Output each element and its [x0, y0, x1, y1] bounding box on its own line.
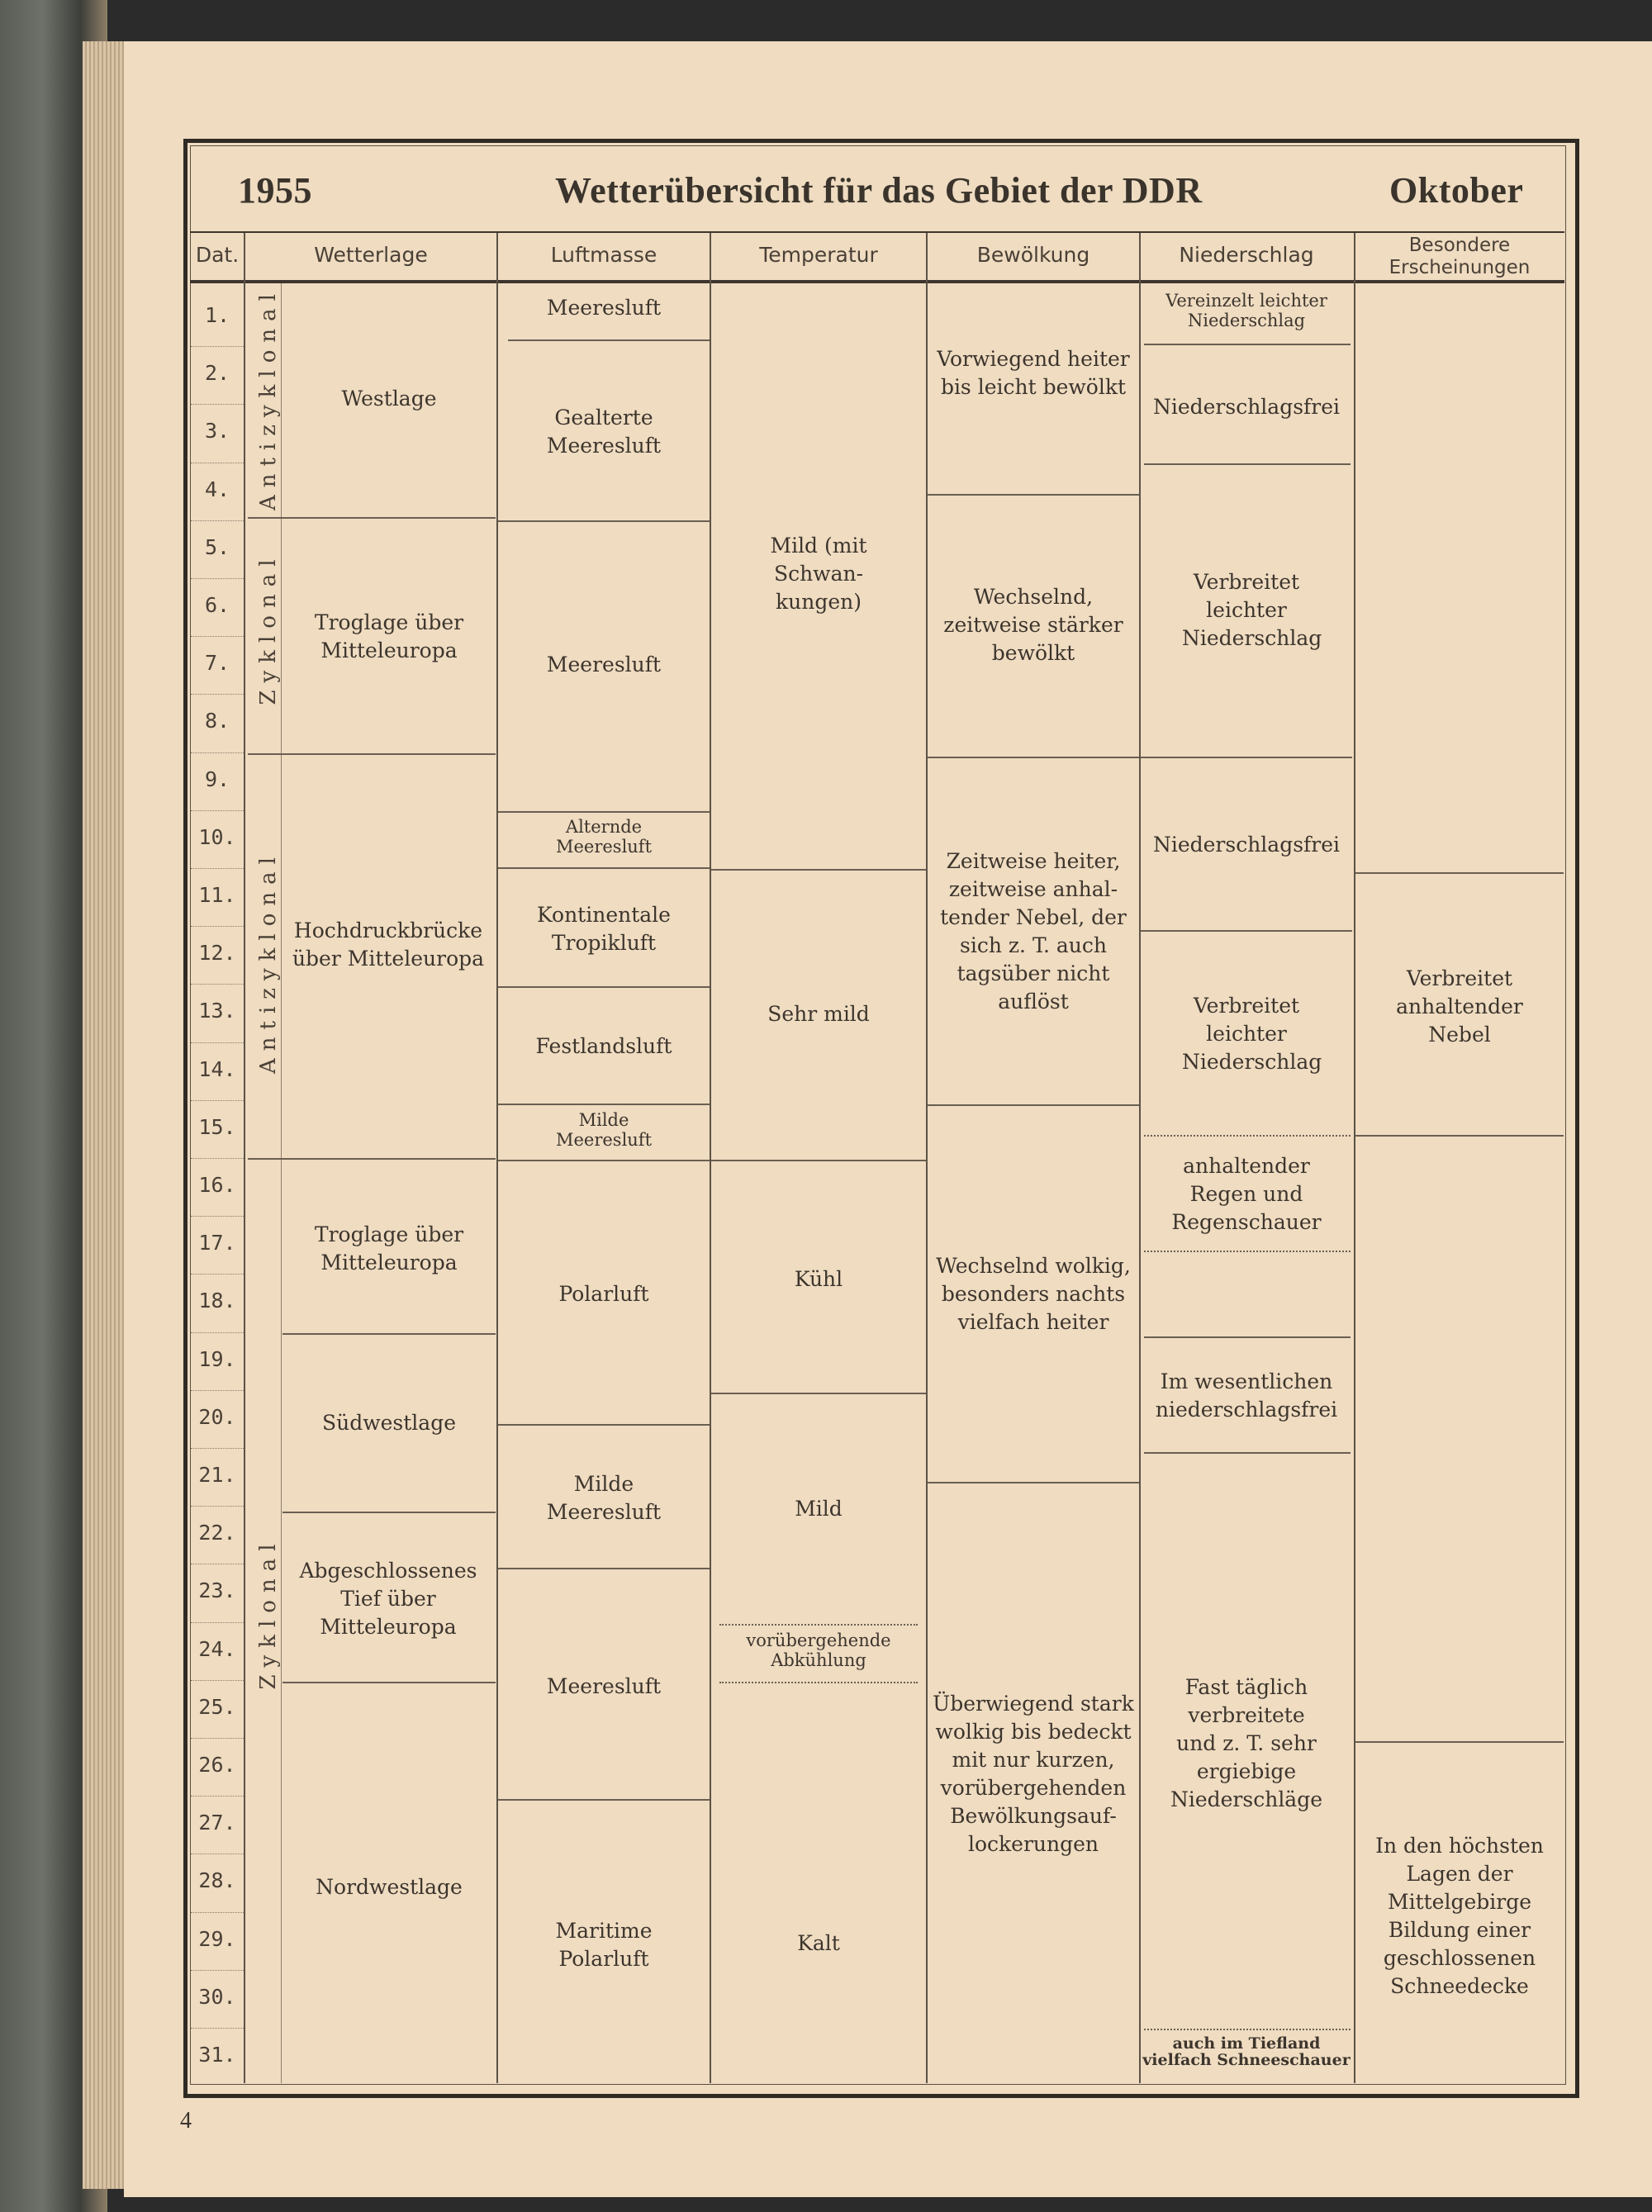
temperatur-1: Mild (mit Schwan- kungen): [770, 534, 867, 614]
bew-sep-4: [928, 1482, 1139, 1483]
luftmasse-4: Alternde Meeresluft: [555, 817, 653, 857]
date-cell: 28.: [198, 1868, 236, 1893]
lm-sep-6: [498, 1104, 710, 1105]
luftmasse-8: Polarluft: [558, 1282, 649, 1306]
lm-sep-10: [498, 1799, 710, 1801]
date-cell: 19.: [198, 1346, 236, 1371]
wl-sep-1: [248, 517, 496, 519]
bew-sep-3: [928, 1104, 1139, 1106]
date-cell: 15.: [198, 1114, 236, 1139]
date-cell: 17.: [198, 1231, 236, 1256]
niederschlag-6: anhaltender Regen und Regenschauer: [1171, 1154, 1322, 1234]
niederschlag-5: Verbreitet leichter Niederschlag: [1182, 994, 1322, 1074]
col-header-bewoelkung: Bewölkung: [976, 243, 1090, 267]
bew-sep-1: [928, 494, 1139, 496]
date-row-separator: [191, 520, 244, 522]
date-row-separator: [191, 1506, 244, 1507]
date-cell: 7.: [204, 651, 230, 676]
date-row-separator: [191, 1796, 244, 1797]
date-cell: 20.: [198, 1404, 236, 1429]
date-cell: 9.: [204, 767, 230, 791]
temperatur-2: Sehr mild: [767, 1002, 870, 1026]
lm-sep-9: [498, 1568, 710, 1569]
date-cell: 26.: [198, 1753, 236, 1777]
nied-sep-8: [1144, 1452, 1351, 1454]
luftmasse-6: Festlandsluft: [535, 1034, 672, 1058]
date-row-separator: [191, 1100, 244, 1102]
wetterlage-1: Westlage: [341, 387, 437, 411]
niederschlag-9: auch im Tiefland vielfach Schneeschauer: [1142, 2034, 1351, 2069]
date-cell: 5.: [204, 534, 230, 559]
date-cell: 3.: [204, 419, 230, 444]
wetterlage-6: Abgeschlossenes Tief über Mitteleuropa: [299, 1559, 477, 1639]
wetterlage-4: Troglage über Mitteleuropa: [314, 1222, 464, 1275]
col-header-besondere: Besondere Erscheinungen: [1389, 235, 1531, 278]
temperatur-5: vorübergehende Abkühlung: [746, 1631, 891, 1670]
date-cell: 1.: [204, 303, 230, 327]
date-row-separator: [191, 1622, 244, 1624]
date-cell: 25.: [198, 1694, 236, 1719]
col-line-5: [1139, 233, 1141, 2083]
date-row-separator: [191, 1564, 244, 1565]
wl-sep-6: [282, 1682, 496, 1683]
col-header-temperatur: Temperatur: [759, 243, 878, 267]
date-row-separator: [191, 636, 244, 638]
date-cell: 8.: [204, 709, 230, 733]
nied-sep-5: [1144, 1135, 1351, 1137]
bes-sep-1: [1355, 872, 1564, 874]
date-cell: 16.: [198, 1173, 236, 1197]
date-row-separator: [191, 1970, 244, 1972]
wetterlage-2: Troglage über Mitteleuropa: [314, 610, 464, 662]
date-row-separator: [191, 463, 244, 464]
luftmasse-10: Meeresluft: [546, 1674, 662, 1698]
date-row-separator: [191, 1738, 244, 1740]
date-row-separator: [191, 694, 244, 695]
niederschlag-1: Vereinzelt leichter Niederschlag: [1165, 291, 1327, 330]
wetterlage-7: Nordwestlage: [316, 1875, 463, 1899]
date-row-separator: [191, 984, 244, 985]
luftmasse-2: Gealterte Meeresluft: [546, 406, 662, 458]
date-cell: 22.: [198, 1521, 236, 1545]
nied-sep-1: [1144, 344, 1351, 345]
date-row-separator: [191, 404, 244, 406]
bewoelkung-2: Wechselnd, zeitweise stärker bewölkt: [943, 585, 1123, 665]
date-row-separator: [191, 578, 244, 580]
date-row-separator: [191, 810, 244, 812]
wl-sep-3: [248, 1158, 496, 1160]
date-row-separator: [191, 1390, 244, 1392]
temperatur-6: Kalt: [797, 1931, 840, 1955]
date-cell: 21.: [198, 1463, 236, 1487]
date-row-separator: [191, 1680, 244, 1682]
date-cell: 30.: [198, 1984, 236, 2009]
date-row-separator: [191, 926, 244, 928]
lm-sep-1: [508, 339, 710, 341]
col-line-6: [1354, 233, 1355, 2083]
bewoelkung-3: Zeitweise heiter, zeitweise anhal- tender Nebel, der sich z. T. auch tagsüber nicht auflöst: [940, 849, 1127, 1013]
month: Oktober: [1389, 170, 1524, 211]
wl-sep-4: [282, 1333, 496, 1335]
lm-sep-5: [498, 986, 710, 988]
date-cell: 13.: [198, 999, 236, 1023]
nied-sep-4: [1141, 930, 1352, 932]
besondere-2: In den höchsten Lagen der Mittelgebirge Bildung einer geschlossenen Schneedecke: [1375, 1834, 1544, 1998]
luftmasse-3: Meeresluft: [546, 653, 662, 676]
luftmasse-7: Milde Meeresluft: [555, 1110, 653, 1150]
circulation-line: [281, 283, 282, 2083]
wetterlage-3: Hochdruckbrücke über Mitteleuropa: [292, 919, 485, 971]
date-cell: 12.: [198, 941, 236, 966]
date-cell: 6.: [204, 593, 230, 617]
besondere-1: Verbreitet anhaltender Nebel: [1396, 966, 1523, 1047]
luftmasse-1: Meeresluft: [546, 296, 662, 320]
nied-sep-7: [1144, 1336, 1351, 1338]
wl-sep-5: [282, 1512, 496, 1513]
date-row-separator: [191, 1216, 244, 1218]
lm-sep-4: [498, 867, 710, 869]
col-line-3: [710, 233, 711, 2083]
niederschlag-7: Im wesentlichen niederschlagsfrei: [1155, 1369, 1338, 1422]
date-cell: 27.: [198, 1811, 236, 1835]
date-cell: 31.: [198, 2043, 236, 2067]
date-cell: 29.: [198, 1926, 236, 1951]
date-row-separator: [191, 1854, 244, 1855]
lm-sep-3: [498, 811, 710, 813]
circulation-4: Zyklonal: [256, 1536, 281, 1690]
temperatur-3: Kühl: [794, 1267, 843, 1291]
date-row-separator: [191, 1158, 244, 1160]
bes-sep-2: [1355, 1135, 1564, 1137]
temp-sep-3: [711, 1393, 926, 1394]
date-row-separator: [191, 1912, 244, 1914]
date-row-separator: [191, 1448, 244, 1450]
date-cell: 11.: [198, 883, 236, 907]
bewoelkung-5: Überwiegend stark wolkig bis bedeckt mit nur kurzen, vorübergehenden Bewölkungsauf- lockerungen: [933, 1692, 1134, 1856]
date-cell: 23.: [198, 1578, 236, 1603]
date-cell: 10.: [198, 824, 236, 849]
bew-sep-2: [928, 757, 1139, 758]
date-row-separator: [191, 752, 244, 754]
header-bottom-rule: [190, 280, 1564, 283]
nied-sep-2: [1144, 463, 1351, 465]
page-number: 4: [180, 2108, 192, 2134]
temp-sep-2: [711, 1160, 926, 1161]
circulation-2: Zyklonal: [256, 552, 281, 705]
date-row-separator: [191, 346, 244, 348]
date-cell: 14.: [198, 1056, 236, 1081]
date-row-separator: [191, 1274, 244, 1275]
date-row-separator: [191, 1042, 244, 1044]
col-line-2: [496, 233, 498, 2083]
lm-sep-2: [498, 520, 710, 522]
col-header-wetterlage: Wetterlage: [314, 243, 428, 267]
temp-sep-5: [719, 1682, 918, 1683]
bewoelkung-1: Vorwiegend heiter bis leicht bewölkt: [937, 347, 1130, 399]
col-header-niederschlag: Niederschlag: [1179, 243, 1314, 267]
bes-sep-3: [1355, 1741, 1564, 1743]
lm-sep-7: [498, 1160, 710, 1161]
date-cell: 4.: [204, 477, 230, 501]
wl-sep-2: [248, 753, 496, 755]
circulation-3: Antizyklonal: [256, 850, 281, 1074]
nied-sep-6: [1144, 1251, 1351, 1252]
date-row-separator: [191, 2028, 244, 2029]
temp-sep-1: [711, 869, 926, 871]
lm-sep-8: [498, 1424, 710, 1426]
luftmasse-9: Milde Meeresluft: [546, 1472, 662, 1524]
niederschlag-8: Fast täglich verbreitete und z. T. sehr ergiebige Niederschläge: [1170, 1675, 1323, 1811]
niederschlag-4: Niederschlagsfrei: [1152, 833, 1341, 857]
niederschlag-2: Niederschlagsfrei: [1152, 395, 1341, 419]
date-row-separator: [191, 868, 244, 870]
luftmasse-11: Maritime Polarluft: [555, 1919, 653, 1971]
bewoelkung-4: Wechselnd wolkig, besonders nachts vielfach heiter: [936, 1254, 1131, 1334]
luftmasse-5: Kontinentale Tropikluft: [537, 903, 671, 955]
circulation-1: Antizyklonal: [256, 287, 281, 510]
year: 1955: [238, 170, 312, 211]
wetterlage-5: Südwestlage: [322, 1411, 456, 1435]
date-cell: 2.: [204, 361, 230, 386]
col-header-date: Dat.: [195, 243, 240, 267]
col-line-4: [926, 233, 928, 2083]
date-cell: 18.: [198, 1289, 236, 1313]
header-top-rule: [190, 231, 1564, 233]
temperatur-4: Mild: [795, 1497, 843, 1521]
nied-sep-9: [1144, 2029, 1351, 2030]
col-line-1: [244, 233, 245, 2083]
date-cell: 24.: [198, 1636, 236, 1661]
col-header-luftmasse: Luftmasse: [550, 243, 657, 267]
page-title: Wetterübersicht für das Gebiet der DDR: [555, 170, 1203, 211]
temp-sep-4: [719, 1624, 918, 1626]
table-inner-frame: [190, 145, 1566, 2085]
date-row-separator: [191, 1332, 244, 1334]
niederschlag-3: Verbreitet leichter Niederschlag: [1182, 570, 1322, 650]
nied-sep-3: [1141, 757, 1352, 758]
